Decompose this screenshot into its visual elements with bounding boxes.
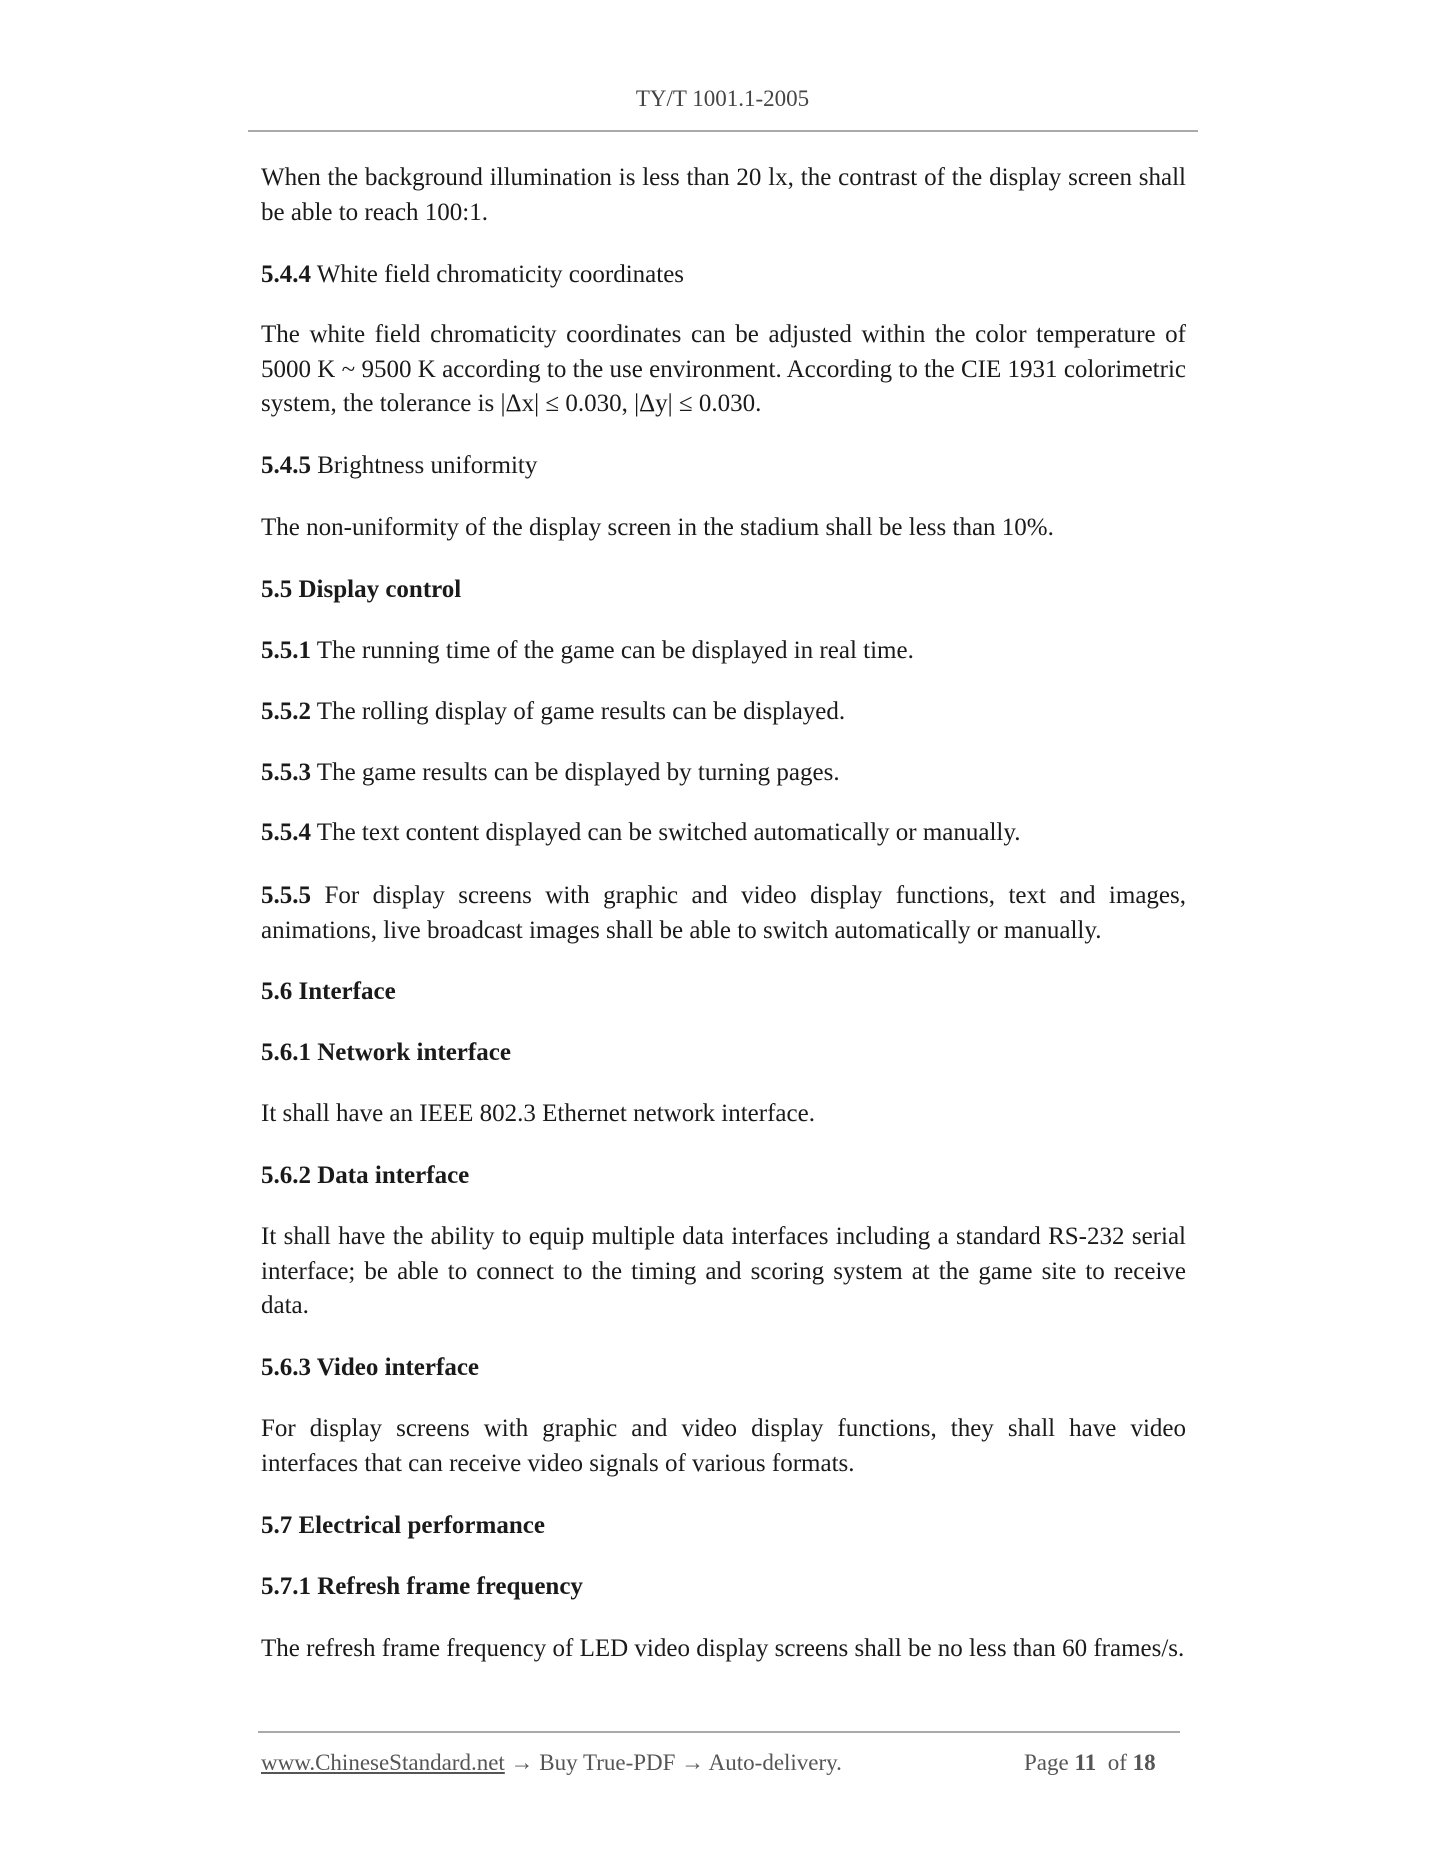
footer-divider <box>258 1731 1180 1733</box>
paragraph <box>261 318 1186 422</box>
paragraph <box>261 258 1186 293</box>
paragraph <box>261 1097 1186 1132</box>
paragraph <box>261 756 1186 791</box>
paragraph <box>261 634 1186 669</box>
paragraph <box>261 1632 1186 1667</box>
clause-number: 5.6.1 Network interface <box>261 1039 511 1066</box>
section-heading <box>261 1036 1186 1071</box>
paragraph <box>261 511 1186 546</box>
clause-number: 5.6 Interface <box>261 978 396 1005</box>
page-label: Page <box>1024 1750 1069 1775</box>
paragraph-text: The white field chromaticity coordinates can be adjusted within the color temperature of 5000 K ~ 9500 K according to the use environment. According to the CIE 1931 colorimetric system, the tolerance is |Δx| ≤ 0.030, |Δy| ≤ 0.030. <box>261 321 1186 418</box>
paragraph <box>261 161 1186 230</box>
paragraph <box>261 449 1186 484</box>
clause-number: 5.5.1 <box>261 637 311 664</box>
clause-number: 5.5.2 <box>261 698 311 725</box>
paragraph-text: It shall have the ability to equip multiple data interfaces including a standard RS-232 serial interface; be able to connect to the timing and scoring system at the game site to receive data. <box>261 1223 1186 1320</box>
document-id-header: TY/T 1001.1-2005 <box>635 86 810 111</box>
clause-number: 5.4.4 <box>261 261 311 288</box>
clause-number: 5.5.4 <box>261 819 311 846</box>
section-heading <box>261 975 1186 1010</box>
paragraph-text: When the background illumination is less than 20 lx, the contrast of the display screen shall be able to reach 100:1. <box>261 164 1186 226</box>
clause-number: 5.7.1 Refresh frame frequency <box>261 1573 583 1600</box>
paragraph <box>261 879 1186 948</box>
section-heading <box>261 573 1186 608</box>
paragraph-text: For display screens with graphic and video display functions, text and images, animations, live broadcast images shall be able to switch automatically or manually. <box>261 882 1186 944</box>
clause-number: 5.6.2 Data interface <box>261 1162 470 1189</box>
clause-number: 5.6.3 Video interface <box>261 1354 480 1381</box>
paragraph-text: The refresh frame frequency of LED video display screens shall be no less than 60 frames/s. <box>261 1635 1185 1662</box>
footer-website-link[interactable]: www.ChineseStandard.net <box>261 1750 505 1775</box>
paragraph-text: White field chromaticity coordinates <box>311 261 685 288</box>
section-heading <box>261 1570 1186 1605</box>
clause-number: 5.5.5 <box>261 882 311 909</box>
page-number <box>1024 1750 1156 1776</box>
footer-promo-text: → Buy True-PDF → Auto-delivery. <box>504 1750 842 1775</box>
section-heading <box>261 1351 1186 1386</box>
paragraph-text: The non-uniformity of the display screen in the stadium shall be less than 10%. <box>261 514 1054 541</box>
section-heading <box>261 1509 1186 1544</box>
clause-number: 5.4.5 <box>261 452 311 479</box>
footer-promo <box>261 1750 842 1776</box>
paragraph-text: It shall have an IEEE 802.3 Ethernet network interface. <box>261 1100 815 1127</box>
paragraph-text: The running time of the game can be displayed in real time. <box>311 637 914 664</box>
paragraph-text: Brightness uniformity <box>311 452 538 479</box>
current-page: 11 <box>1074 1750 1097 1775</box>
paragraph <box>261 1220 1186 1324</box>
total-pages: 18 <box>1132 1750 1156 1775</box>
paragraph-text: The rolling display of game results can be displayed. <box>311 698 846 725</box>
section-heading <box>261 1159 1186 1194</box>
paragraph <box>261 695 1186 730</box>
clause-number: 5.7 Electrical performance <box>261 1512 545 1539</box>
paragraph <box>261 1412 1186 1481</box>
paragraph <box>261 816 1186 851</box>
clause-number: 5.5 Display control <box>261 576 462 603</box>
header-divider <box>248 130 1198 132</box>
paragraph-text: For display screens with graphic and video display functions, they shall have video interfaces that can receive video signals of various formats. <box>261 1415 1186 1477</box>
clause-number: 5.5.3 <box>261 759 311 786</box>
of-label: of <box>1107 1750 1127 1775</box>
paragraph-text: The text content displayed can be switched automatically or manually. <box>311 819 1021 846</box>
paragraph-text: The game results can be displayed by turning pages. <box>311 759 840 786</box>
